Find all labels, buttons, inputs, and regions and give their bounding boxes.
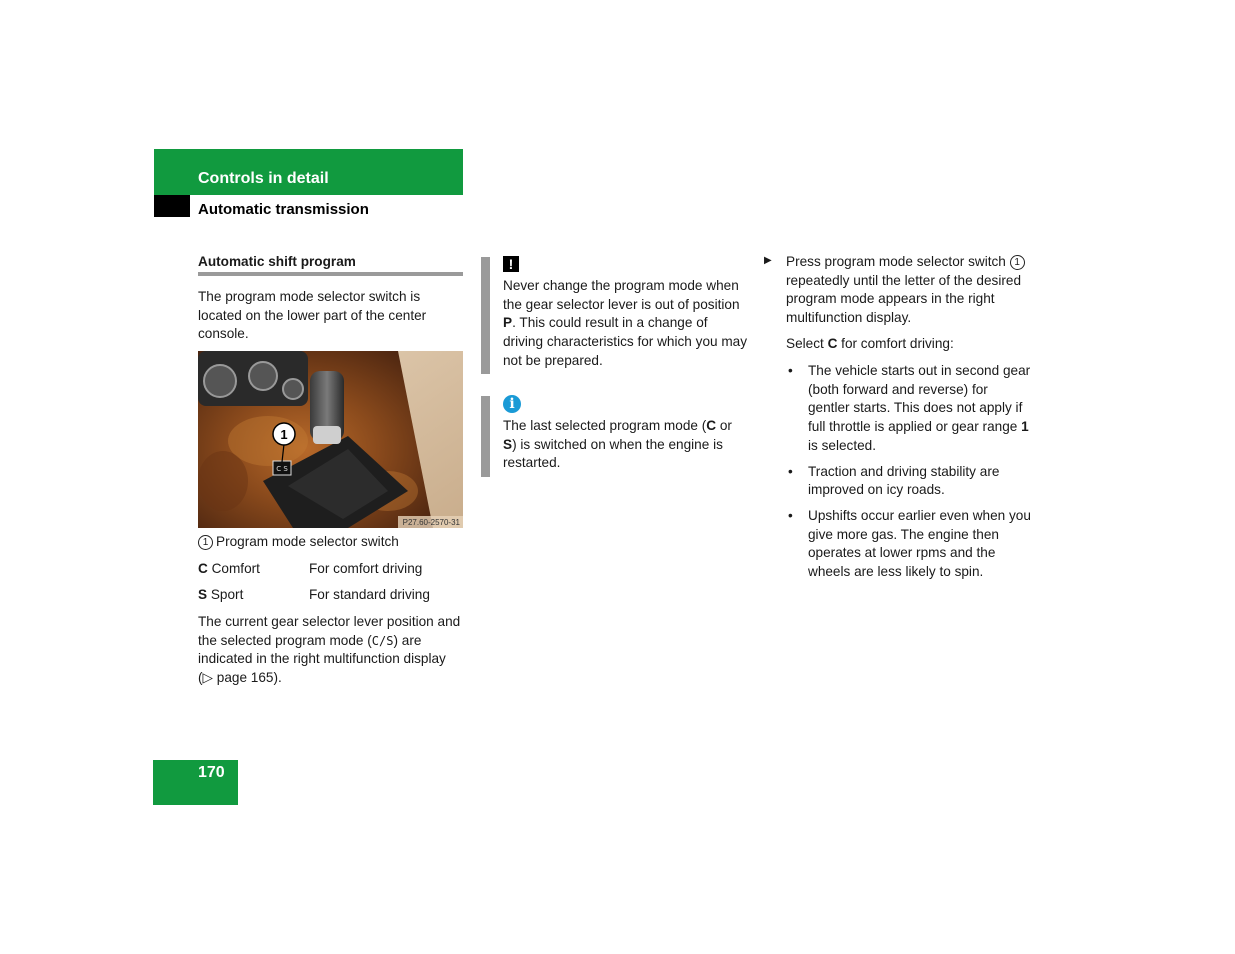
- mode-comfort-desc: For comfort driving: [309, 561, 423, 576]
- caption-text: Program mode selector switch: [216, 534, 399, 549]
- heading-rule: [198, 272, 463, 276]
- list-item: • Upshifts occur earlier even when you give more gas. The engine then operates at lower rpms and the wheels are less likely to spin.: [786, 507, 1033, 582]
- select-comfort-line: Select C for comfort driving:: [786, 336, 954, 351]
- subsection-heading: Automatic shift program: [198, 254, 356, 269]
- mode-comfort-label: C Comfort: [198, 561, 260, 576]
- info-side-bar: [481, 396, 490, 477]
- photo-ref-code: P27.60-2570-31: [402, 518, 460, 527]
- subheader-marker: [154, 195, 190, 217]
- section-title: Automatic transmission: [198, 201, 369, 218]
- info-icon: i: [503, 395, 521, 413]
- center-console-photo: [198, 351, 463, 528]
- photo-callout: 1: [280, 427, 288, 442]
- intro-paragraph: The program mode selector switch is located on the lower part of the center console.: [198, 289, 427, 342]
- callout-number: 1: [198, 535, 213, 550]
- mode-sport-label: S Sport: [198, 587, 244, 602]
- comfort-bullets: [786, 362, 1033, 589]
- info-text: The last selected program mode (C or S) is switched on when the engine is restarted.: [503, 418, 732, 471]
- chapter-title: Controls in detail: [198, 170, 329, 187]
- warning-icon: !: [503, 256, 519, 272]
- step-instruction: Press program mode selector switch 1 repeatedly until the letter of the desired program mode appears in the right multifunction display.: [786, 253, 1031, 328]
- callout-number: 1: [1010, 255, 1025, 270]
- step-arrow-icon: ▶: [764, 255, 772, 266]
- list-item: • Traction and driving stability are improved on icy roads.: [786, 463, 1033, 500]
- page-number-box: [153, 760, 238, 805]
- svg-text:C S: C S: [276, 465, 288, 473]
- warning-side-bar: [481, 257, 490, 374]
- list-item: • The vehicle starts out in second gear (both forward and reverse) for gentler starts. This does not apply if full throttle is applied or gear range 1 is selected.: [786, 362, 1033, 456]
- display-paragraph: The current gear selector lever position and the selected program mode (C/S) are indicated in the right multifunction display (▷ page 165).: [198, 614, 461, 686]
- page-ref-arrow: ▷: [202, 670, 213, 686]
- mode-sport-desc: For standard driving: [309, 587, 430, 602]
- photo-caption: [198, 533, 463, 552]
- warning-text: Never change the program mode when the gear selector lever is out of position P. This could result in a change of driving characteristics for which you may not be prepared.: [503, 278, 748, 368]
- page-ref-link[interactable]: page 165).: [213, 670, 282, 686]
- mode-display-text: C/S: [371, 633, 394, 648]
- page-number: 170: [198, 764, 225, 781]
